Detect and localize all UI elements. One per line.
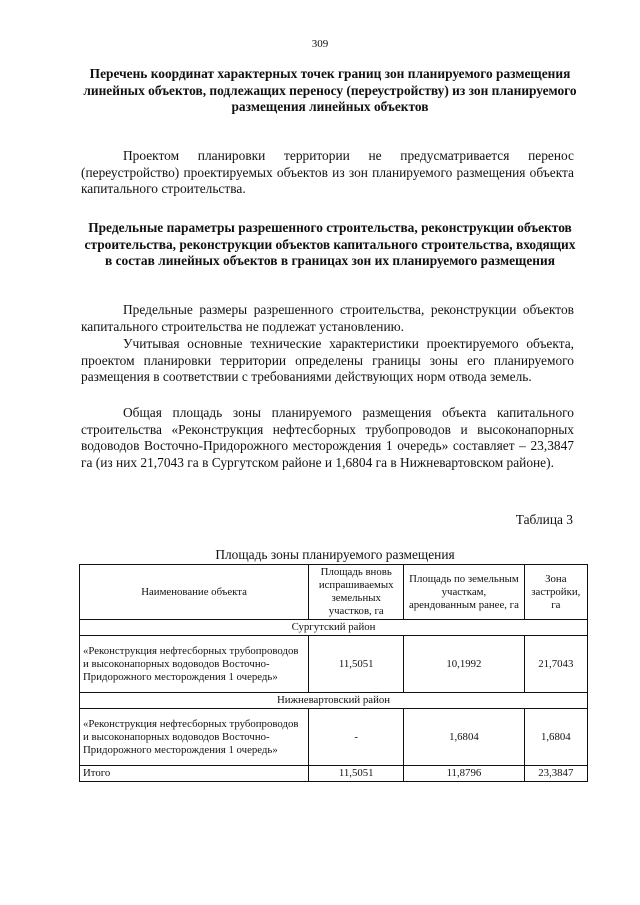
value-new-area: 11,5051 xyxy=(309,636,404,693)
table-header-row xyxy=(80,565,588,620)
total-label: Итого xyxy=(80,766,309,782)
heading-limit-parameters: Предельные параметры разрешенного строительства, реконструкции объектов строительства, реконструкции объектов капитального строительства, входящих в состав линейных объектов в границах зон их планируемого размещения xyxy=(84,220,576,268)
table-region-row xyxy=(80,693,588,709)
page-number: 309 xyxy=(311,38,329,50)
header-build-zone: Зона застройки, га xyxy=(524,565,587,620)
table-region-row xyxy=(80,620,588,636)
object-name: «Реконструкция нефтесборных трубопроводов и высоконапорных водоводов Восточно-Придорожного месторождения 1 очередь» xyxy=(80,709,309,766)
value-build-zone: 21,7043 xyxy=(524,636,587,693)
paragraph-total-area: Общая площадь зоны планируемого размещения объекта капитального строительства «Реконструкция нефтесборных трубопроводов и высоконапорных водоводов Восточно-Придорожного месторождения 1 очередь» составляет – 23,3847 га (из них 21,7043 га в Сургутском районе и 1,6804 га в Нижневартовском районе). xyxy=(81,405,574,470)
value-build-zone: 1,6804 xyxy=(524,709,587,766)
table-title: Площадь зоны планируемого размещения xyxy=(215,547,455,562)
header-new-area: Площадь вновь испрашиваемых земельных участков, га xyxy=(309,565,404,620)
table-label: Таблица 3 xyxy=(515,512,573,527)
object-name: «Реконструкция нефтесборных трубопроводов и высоконапорных водоводов Восточно-Придорожного месторождения 1 очередь» xyxy=(80,636,309,693)
header-leased-area: Площадь по земельным участкам, арендованным ранее, га xyxy=(404,565,524,620)
paragraph-limit-sizes: Предельные размеры разрешенного строительства, реконструкции объектов капитального строительства не подлежат установлению. xyxy=(81,302,574,334)
table-total-row xyxy=(80,766,588,782)
total-leased-area: 11,8796 xyxy=(404,766,524,782)
table-row xyxy=(80,709,588,766)
heading-coordinates: Перечень координат характерных точек границ зон планируемого размещения линейных объектов, подлежащих переносу (переустройству) из зон планируемого размещения линейных объектов xyxy=(83,66,577,114)
value-new-area: - xyxy=(309,709,404,766)
region-surgut: Сургутский район xyxy=(80,620,588,636)
area-table xyxy=(79,564,588,782)
header-name: Наименование объекта xyxy=(80,565,309,620)
total-new-area: 11,5051 xyxy=(309,766,404,782)
paragraph-no-relocation: Проектом планировки территории не предусматривается перенос (переустройство) проектируемых объектов из зон планируемого размещения объекта капитального строительства. xyxy=(81,148,574,197)
table-row xyxy=(80,636,588,693)
value-leased-area: 1,6804 xyxy=(404,709,524,766)
total-build-zone: 23,3847 xyxy=(524,766,587,782)
region-nizhnevartovsk: Нижневартовский район xyxy=(80,693,588,709)
paragraph-technical: Учитывая основные технические характеристики проектируемого объекта, проектом планировки территории определены границы зоны его планируемого размещения в соответствии с требованиями действующих норм отвода земель. xyxy=(81,336,574,385)
value-leased-area: 10,1992 xyxy=(404,636,524,693)
